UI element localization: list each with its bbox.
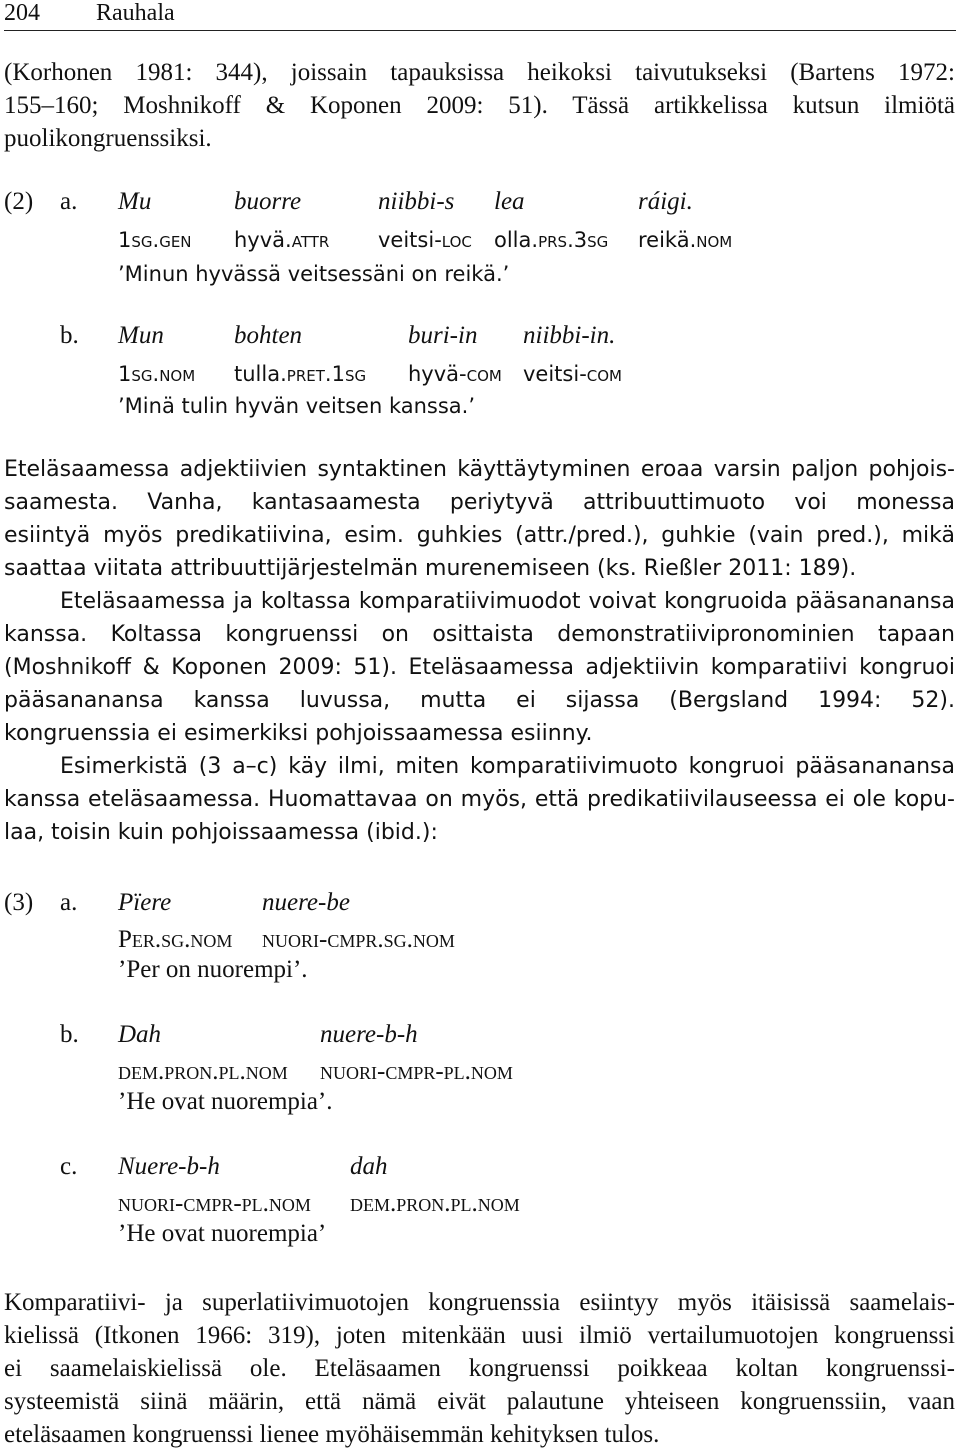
text-line: (Moshnikoff & Koponen 2009: 51). Eteläsaamessa adjektiivin komparatiivi kongruoi	[4, 655, 955, 680]
final-paragraph	[4, 1286, 955, 1451]
example-number: (2)	[4, 188, 34, 215]
gloss-morph: hyvä-com	[408, 362, 502, 386]
text-line: pääsananansa kanssa luvussa, mutta ei sijassa (Bergsland 1994: 52).	[4, 688, 955, 713]
text-line: Komparatiivi- ja superlatiivimuotojen kongruenssia esiintyy myös itäisissä saamelais-	[4, 1289, 955, 1316]
gloss-morph: nuori-cmpr-pl.nom	[320, 1058, 513, 1085]
gloss-morph: olla.prs.3sg	[494, 228, 609, 252]
gloss-morph: 1sg.nom	[118, 362, 196, 386]
gloss-word: ráigi.	[638, 188, 693, 215]
gloss-word: Mun	[118, 322, 164, 349]
gloss-word: Dah	[118, 1021, 162, 1048]
gloss-translation: ’He ovat nuorempia’.	[118, 1088, 333, 1115]
gloss-morph: dem.pron.pl.nom	[350, 1190, 520, 1217]
text-line: Eteläsaamessa ja koltassa komparatiivimuodot voivat kongruoida pääsananansa	[60, 589, 955, 614]
gloss-morph: Per.sg.nom	[118, 926, 233, 953]
gloss-word: nuere-be	[262, 889, 350, 916]
text-line: kanssa eteläsaamessa. Huomattavaa on myös, että predikatiivilauseessa ei ole kopu-	[4, 787, 955, 812]
body-paragraph	[4, 453, 955, 849]
text-line: laa, toisin kuin pohjoissaamessa (ibid.):	[4, 820, 438, 845]
example-sub-label: a.	[60, 889, 78, 916]
gloss-translation: ’Per on nuorempi’.	[118, 956, 308, 983]
gloss-word: buorre	[234, 188, 302, 215]
text-line: saamesta. Vanha, kantasaamesta periytyvä attribuuttimuoto voi monessa	[4, 490, 955, 515]
text-line: esiintyä myös predikatiivina, esim. guhkies (attr./pred.), guhkie (vain pred.), mikä	[4, 523, 955, 548]
text-line: Eteläsaamessa adjektiivien syntaktinen käyttäytyminen eroaa varsin paljon pohjois-	[4, 457, 955, 482]
gloss-morph: nuori-cmpr.sg.nom	[262, 926, 455, 953]
gloss-morph: 1sg.gen	[118, 228, 192, 252]
gloss-word: niibbi-s	[378, 188, 455, 215]
gloss-word: nuere-b-h	[320, 1021, 418, 1048]
gloss-morph: tulla.pret.1sg	[234, 362, 367, 386]
text-line: systeemistä siinä määrin, että nämä eivät palautune yhteiseen kongruenssiin, vaan	[4, 1388, 955, 1415]
gloss-morph: hyvä.attr	[234, 228, 330, 252]
intro-paragraph	[4, 56, 955, 155]
text-line: kielissä (Itkonen 1966: 319), joten mitenkään uusi ilmiö vertailumuotojen kongruenssi	[4, 1322, 955, 1349]
gloss-morph: dem.pron.pl.nom	[118, 1058, 288, 1085]
text-line: eteläsaamen kongruenssi lienee myöhäisemmän kehityksen tulos.	[4, 1421, 660, 1448]
running-header	[4, 0, 956, 31]
gloss-translation: ’He ovat nuorempia’	[118, 1220, 327, 1247]
gloss-morph: reikä.nom	[638, 228, 733, 252]
text-line: kongruenssia ei esimerkiksi pohjoissaamessa esiinny.	[4, 721, 593, 746]
text-line: 155–160; Moshnikoff & Koponen 2009: 51). Tässä artikkelissa kutsun ilmiötä	[4, 92, 955, 119]
gloss-word: bohten	[234, 322, 303, 349]
text-line: ei saamelaiskielissä ole. Eteläsaamen kongruenssi poikkeaa koltan kongruenssi-	[4, 1355, 955, 1382]
gloss-word: dah	[350, 1153, 388, 1180]
gloss-morph: nuori-cmpr-pl.nom	[118, 1190, 311, 1217]
text-line: Esimerkistä (3 a–c) käy ilmi, miten komparatiivimuoto kongruoi pääsananansa	[60, 754, 955, 779]
text-line: saattaa viitata attribuuttijärjestelmän murenemiseen (ks. Rießler 2011: 189).	[4, 556, 857, 581]
example-number: (3)	[4, 889, 34, 916]
gloss-word: lea	[494, 188, 525, 215]
example-sub-label: a.	[60, 188, 78, 215]
gloss-morph: veitsi-com	[523, 362, 623, 386]
running-author: Rauhala	[96, 0, 175, 26]
text-line: (Korhonen 1981: 344), joissain tapauksissa heikoksi taivutukseksi (Bartens 1972:	[4, 59, 955, 86]
gloss-translation: ’Minun hyvässä veitsessäni on reikä.’	[118, 262, 510, 286]
page-number: 204	[4, 0, 40, 26]
gloss-word: buri-in	[408, 322, 478, 349]
text-line: puolikongruenssiksi.	[4, 125, 212, 152]
example-sub-label: b.	[60, 322, 79, 349]
text-line: kanssa. Koltassa kongruenssi on osittaista demonstratiivipronominien tapaan	[4, 622, 955, 647]
gloss-morph: veitsi-loc	[378, 228, 472, 252]
gloss-word: Nuere-b-h	[118, 1153, 220, 1180]
gloss-word: Pïere	[118, 889, 172, 916]
example-sub-label: c.	[60, 1153, 78, 1180]
gloss-word: Mu	[118, 188, 152, 215]
gloss-word: niibbi-in.	[523, 322, 616, 349]
example-sub-label: b.	[60, 1021, 79, 1048]
gloss-translation: ’Minä tulin hyvän veitsen kanssa.’	[118, 394, 476, 418]
